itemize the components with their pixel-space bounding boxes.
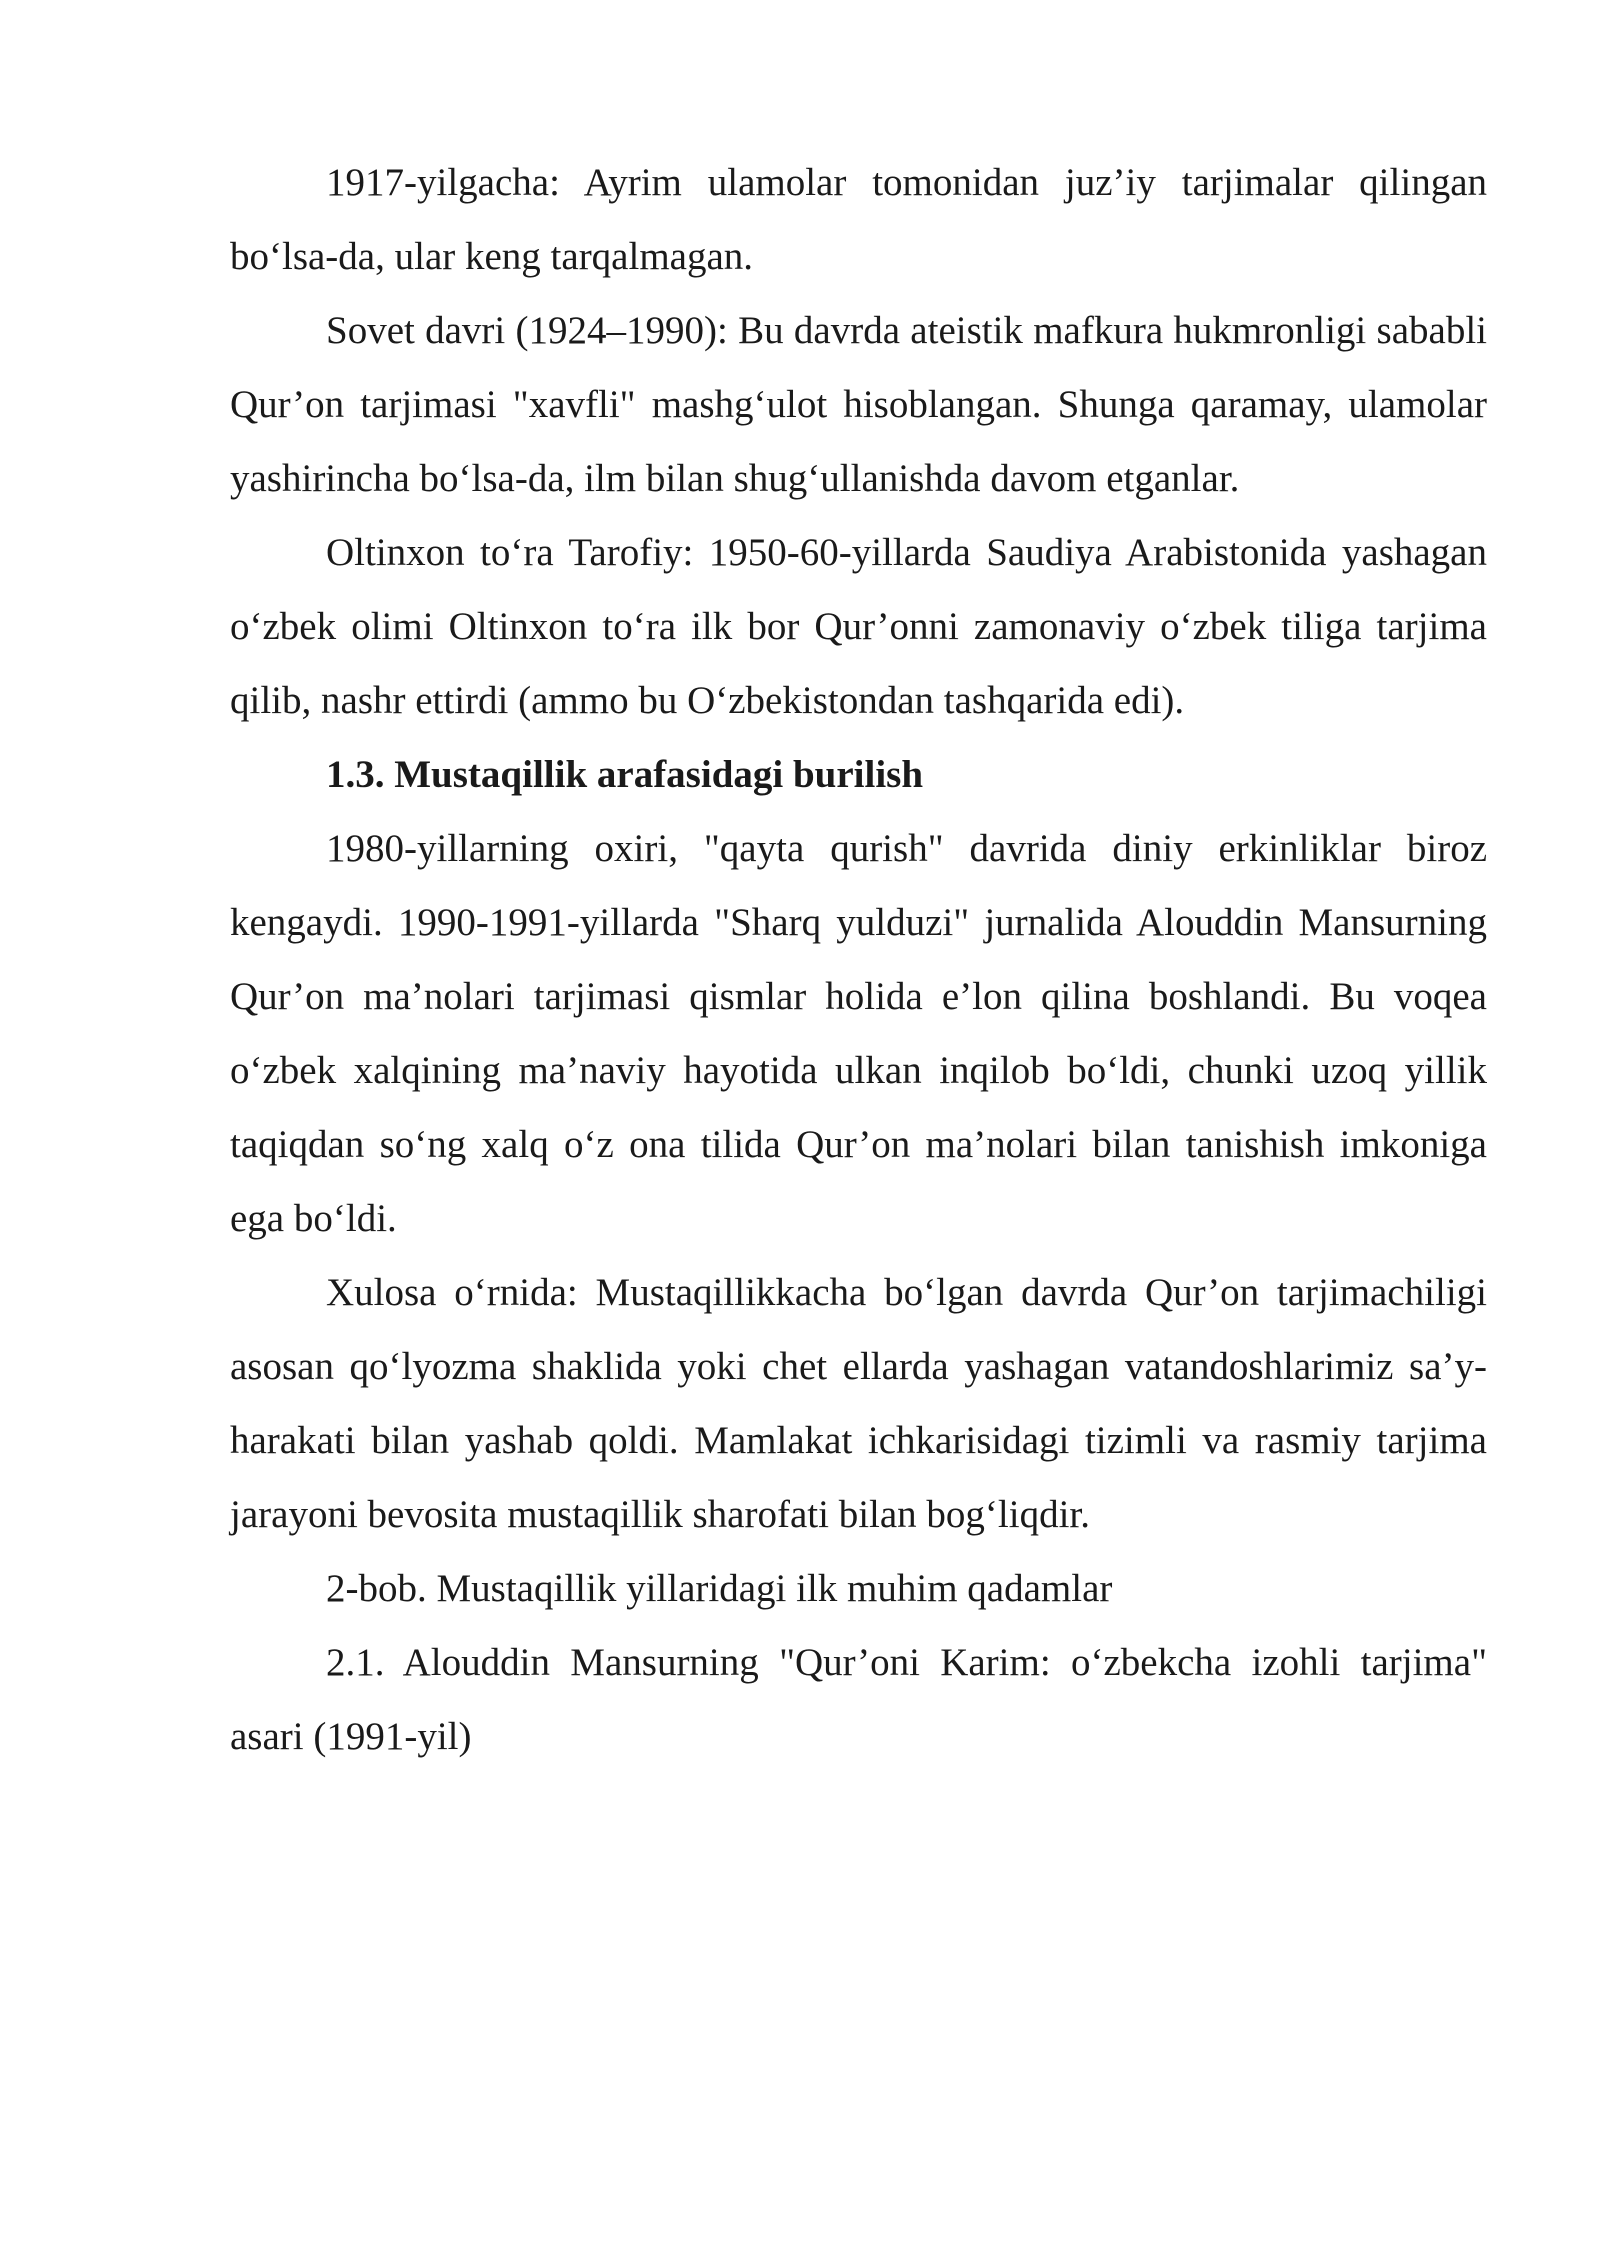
paragraph-perestroika: 1980-yillarning oxiri, "qayta qurish" davrida diniy erkinliklar biroz kengaydi. 1990-1991-yillarda "Sharq yulduzi" jurnalida Alouddin Mansurning Qur’on ma’nolari tarjimasi qismlar holida e’lon qilina boshlandi. Bu voqea o‘zbek xalqining ma’naviy hayotida ulkan inqilob bo‘ldi, chunki uzoq yillik taqiqdan so‘ng xalq o‘z ona tilida Qur’on ma’nolari bilan tanishish imkoniga ega bo‘ldi. xyxy=(230,827,1487,1240)
paragraph-soviet-period: Sovet davri (1924–1990): Bu davrda ateistik mafkura hukmronligi sababli Qur’on tarjimasi "xavfli" mashg‘ulot hisoblangan. Shunga qaramay, ulamolar yashirincha bo‘lsa-da, ilm bilan shug‘ullanishda davom etganlar. xyxy=(230,309,1487,500)
chapter-2-title: 2-bob. Mustaqillik yillaridagi ilk muhim qadamlar xyxy=(326,1567,1113,1610)
section-2-1-title: 2.1. Alouddin Mansurning "Qur’oni Karim: o‘zbekcha izohli tarjima" asari (1991-yil) xyxy=(230,1641,1487,1758)
paragraph-conclusion: Xulosa o‘rnida: Mustaqillikkacha bo‘lgan davrda Qur’on tarjimachiligi asosan qo‘lyozma shaklida yoki chet ellarda yashagan vatandoshlarimiz sa’y-harakati bilan yashab qoldi. Mamlakat ichkarisidagi tizimli va rasmiy tarjima jarayoni bevosita mustaqillik sharofati bilan bog‘liqdir. xyxy=(230,1271,1487,1536)
section-heading-1-3: 1.3. Mustaqillik arafasidagi burilish xyxy=(326,753,924,796)
document-page xyxy=(230,146,1487,1774)
paragraph-pre-1917: 1917-yilgacha: Ayrim ulamolar tomonidan juz’iy tarjimalar qilingan bo‘lsa-da, ular keng tarqalmagan. xyxy=(230,161,1487,278)
paragraph-oltinxon-tora: Oltinxon to‘ra Tarofiy: 1950-60-yillarda Saudiya Arabistonida yashagan o‘zbek olimi Oltinxon to‘ra ilk bor Qur’onni zamonaviy o‘zbek tiliga tarjima qilib, nashr ettirdi (ammo bu O‘zbekistondan tashqarida edi). xyxy=(230,531,1487,722)
